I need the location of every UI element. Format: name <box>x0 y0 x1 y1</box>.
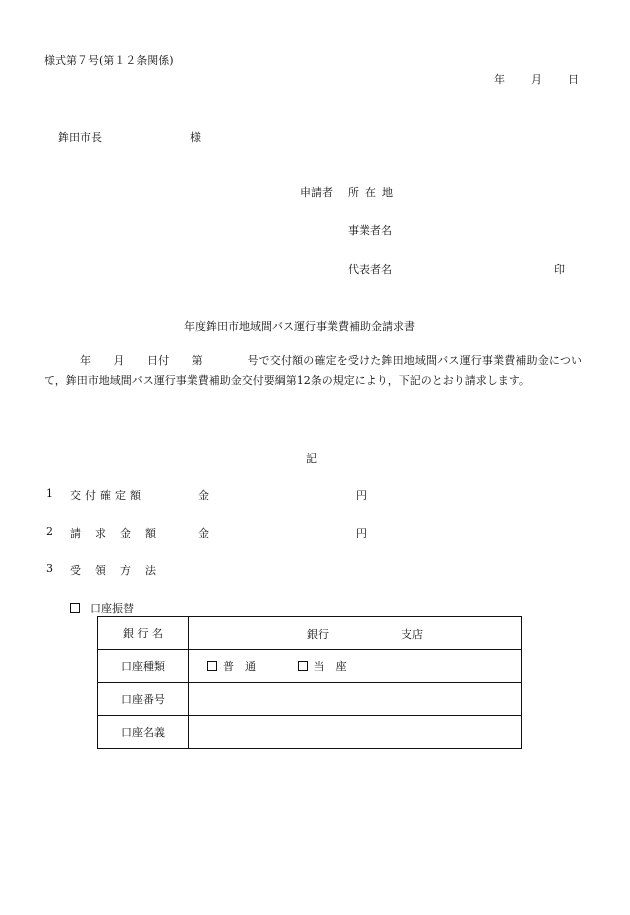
item-yen: 円 <box>356 489 367 502</box>
form-number: 様式第７号(第１２条関係) <box>44 54 174 67</box>
document-title: 年度鉾田市地域間バス運行事業費補助金請求書 <box>184 320 415 333</box>
account-name-label: 口座名義 <box>98 716 189 749</box>
account-number-field[interactable] <box>189 683 522 716</box>
transfer-checkbox[interactable] <box>70 603 80 613</box>
address-label: 所在地 <box>348 186 399 199</box>
bank-name-label: 銀 行 名 <box>98 617 189 650</box>
item-label-receipt-method: 受領方法 <box>70 564 170 577</box>
item-number: 3 <box>46 562 53 575</box>
item-label-request-amount: 請求金額 <box>70 527 170 540</box>
account-type-label: 口座種類 <box>98 650 189 683</box>
representative-label: 代表者名 <box>348 263 392 276</box>
bank-suffix: 銀行 <box>307 628 329 641</box>
item-number: 1 <box>46 487 53 500</box>
seal-mark: 印 <box>554 263 565 276</box>
ordinary-label: 普 通 <box>223 660 256 673</box>
item-yen: 円 <box>356 527 367 540</box>
day-label: 日 <box>568 73 579 86</box>
transfer-label: 口座振替 <box>90 602 134 615</box>
option-ordinary[interactable] <box>207 658 256 674</box>
item-kin: 金 <box>198 527 209 540</box>
bank-name-field[interactable] <box>189 617 522 650</box>
month-label: 月 <box>531 73 542 86</box>
ki-heading: 記 <box>306 452 317 465</box>
option-current[interactable] <box>298 658 347 674</box>
current-label: 当 座 <box>313 660 347 673</box>
item-number: 2 <box>46 525 53 538</box>
account-name-field[interactable] <box>189 716 522 749</box>
applicant-label: 申請者 <box>300 186 333 199</box>
current-checkbox[interactable] <box>298 661 308 671</box>
addressee-name: 鉾田市長 <box>58 131 102 144</box>
item-kin: 金 <box>198 489 209 502</box>
account-number-label: 口座番号 <box>98 683 189 716</box>
account-type-field <box>189 650 522 683</box>
transfer-option[interactable] <box>70 600 134 616</box>
year-label: 年 <box>494 73 505 86</box>
item-label-grant-amount: 交付確定額 <box>70 489 145 502</box>
addressee-honorific: 様 <box>190 131 201 144</box>
request-body-text: 年 月 日付 第 号で交付額の確定を受けた鉾田地域間バス運行事業費補助金について，鉾田市地域間バス運行事業費補助金交付要綱第12条の規定により，下記のとおり請求します。 <box>44 354 582 387</box>
branch-suffix: 支店 <box>401 628 423 641</box>
bank-account-table <box>97 616 522 749</box>
ordinary-checkbox[interactable] <box>207 661 217 671</box>
date-line <box>494 71 579 87</box>
business-name-label: 事業者名 <box>348 224 392 237</box>
